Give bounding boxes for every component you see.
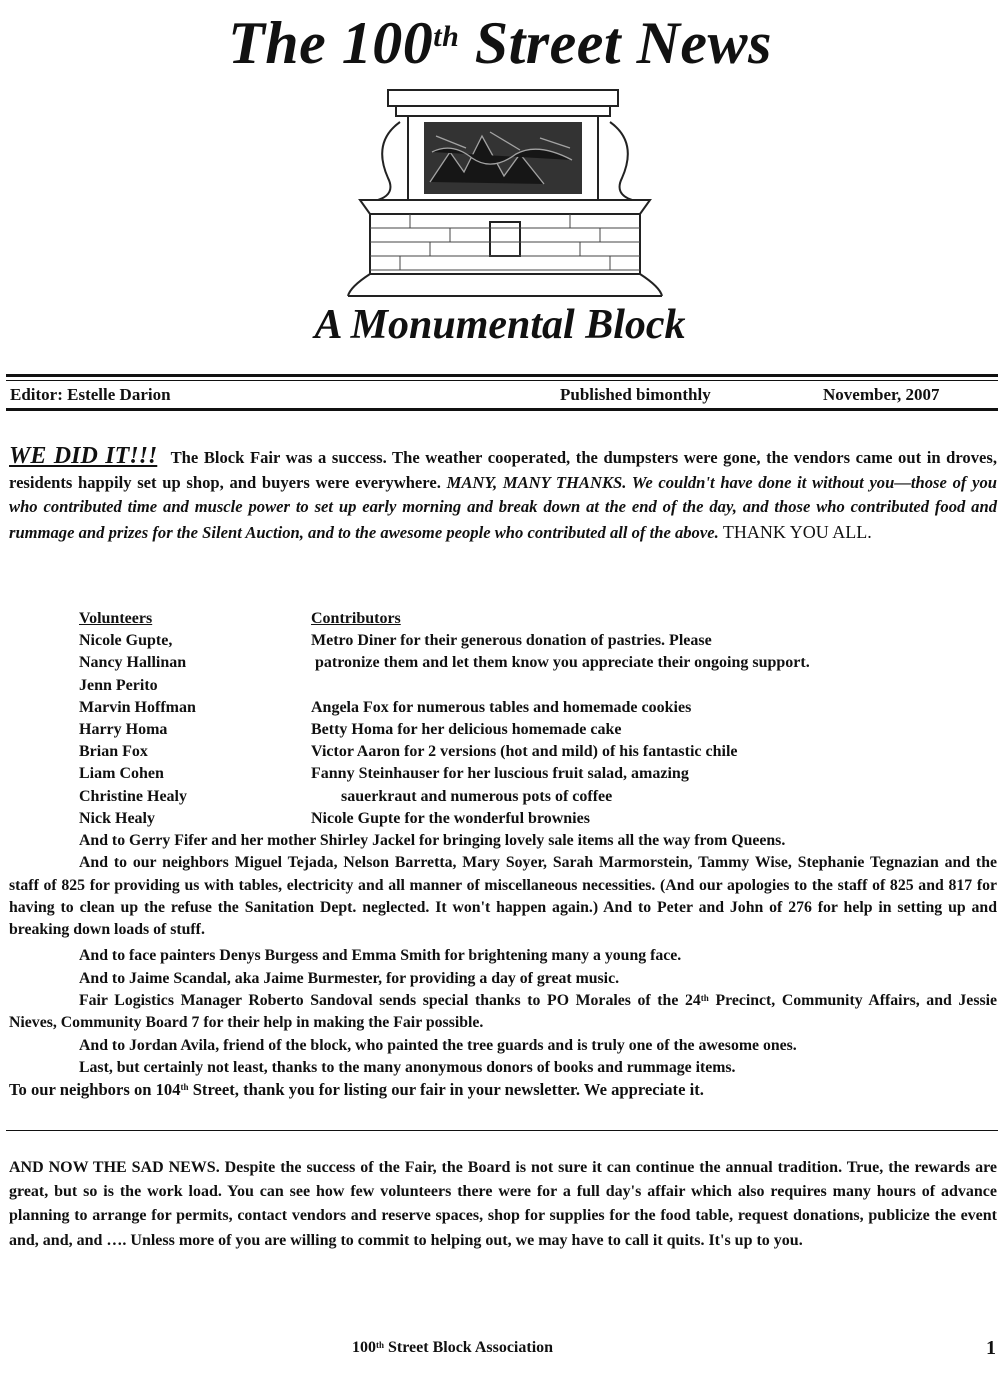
contributor-entry: Betty Homa for her delicious homemade cake: [311, 721, 622, 738]
thanks-paragraph: And to Gerry Fifer and her mother Shirley Jackel for bringing lovely sale items all the way from Queens.: [79, 832, 786, 849]
page-footer: [0, 1336, 1000, 1360]
thanks-paragraph: Last, but certainly not least, thanks to the many anonymous donors of books and rummage items.: [79, 1058, 736, 1076]
page-number: 1: [986, 1337, 996, 1359]
thanks-paragraph: And to Jordan Avila, friend of the block, who painted the tree guards and is truly one of the awesome ones.: [79, 1036, 797, 1054]
rule-info-bottom: [6, 408, 998, 411]
volunteer-name: Jenn Perito: [79, 677, 158, 694]
list-item: [0, 719, 1000, 741]
editor-credit: Editor: Estelle Darion: [10, 385, 171, 404]
thanks-paragraph: Fair Logistics Manager Roberto Sandoval sends special thanks to PO Morales of the 24th Precinct, Community Affairs, and Jessie Nieves, Community Board 7 for their help in making the Fair possible.: [9, 992, 998, 1032]
list-item: [0, 675, 1000, 697]
contributor-entry: Angela Fox for numerous tables and homemade cookies: [311, 699, 692, 716]
contributor-entry: Fanny Steinhauser for her luscious fruit salad, amazing: [311, 765, 689, 782]
list-item: [0, 697, 1000, 719]
volunteer-name: Christine Healy: [79, 788, 187, 805]
volunteer-name: Nicole Gupte,: [79, 632, 173, 649]
thanks-paragraph: To our neighbors on 104th Street, thank you for listing our fair in your newsletter. We appreciate it.: [9, 1080, 704, 1100]
volunteers-header: Volunteers: [79, 610, 153, 627]
list-item: [0, 808, 1000, 830]
title-post: Street News: [459, 10, 772, 76]
info-bar: [10, 384, 990, 406]
thanks-paragraph: And to our neighbors Miguel Tejada, Nelson Barretta, Mary Soyer, Sarah Marmorstein, Tammy Wise, Stephanie Tegnazian and the staff of 825 for providing us with tables, electricity and all manner of miscellaneous necessities. (And our apologies to the staff of 825 and 817 for having to clean up the refuse the Sanitation Dept. neglected. It won't happen again.) And to Peter and John of 276 for help in setting up and breaking down loads of stuff.: [9, 854, 997, 939]
thanks-paragraph: And to face painters Denys Burgess and Emma Smith for brightening many a young face.: [79, 947, 682, 965]
association-name: 100th Street Block Association: [352, 1339, 554, 1356]
contributors-header: Contributors: [311, 610, 401, 627]
sad-news-paragraph: AND NOW THE SAD NEWS. Despite the success of the Fair, the Board is not sure it can continue the annual tradition. True, the rewards are great, but so is the work load. You can see how few volunteers there were for a full day's affair which also requires many hours of advance planning to arrange for permits, contact vendors and reserve spaces, shop for supplies for the food table, request donations, publicize the event and, and, and …. Unless more of you are willing to commit to helping out, we may have to call it quits. It's up to you.: [9, 1159, 997, 1249]
volunteer-name: Harry Homa: [79, 721, 168, 738]
contributor-entry: sauerkraut and numerous pots of coffee: [341, 788, 613, 805]
intro-text: The Block Fair was a success. The weather cooperated, the dumpsters were gone, the vendors came out in droves, residents happily set up shop, and buyers were everywhere.: [9, 448, 997, 492]
contributor-entry: Victor Aaron for 2 versions (hot and mild) of his fantastic chile: [311, 743, 738, 760]
contributor-entry: Nicole Gupte for the wonderful brownies: [311, 810, 590, 827]
intro-paragraph: [9, 444, 997, 545]
list-item: [0, 652, 1000, 674]
volunteer-name: Brian Fox: [79, 743, 148, 760]
contributor-entry: Metro Diner for their generous donation of pastries. Please: [311, 632, 712, 649]
list-item: [0, 741, 1000, 763]
title-pre: The 100: [228, 10, 434, 76]
volunteer-name: Liam Cohen: [79, 765, 164, 782]
volunteer-name: Nancy Hallinan: [79, 654, 187, 671]
issue-date: November, 2007: [823, 385, 940, 404]
intro-lead: WE DID IT!!!: [9, 443, 158, 469]
intro-italic: MANY, MANY THANKS. We couldn't have done it without you—those of you who contributed time and muscle power to set up early morning and break down at the end of the day, and those who contributed food and rummage and prizes for the Silent Auction, and to the awesome people who contributed all of the above.: [9, 472, 997, 542]
newsletter-subtitle: A Monumental Block: [314, 302, 686, 348]
newsletter-title: [0, 8, 1000, 78]
list-item: [0, 786, 1000, 808]
contributor-entry: patronize them and let them know you appreciate their ongoing support.: [315, 654, 810, 671]
intro-closing: THANK YOU ALL.: [722, 521, 872, 542]
publication-frequency: Published bimonthly: [560, 385, 711, 404]
list-item: [0, 763, 1000, 785]
volunteer-name: Nick Healy: [79, 810, 155, 827]
title-sup: th: [433, 20, 460, 53]
rule-top-thin: [6, 380, 998, 381]
rule-section: [6, 1130, 998, 1131]
thanks-paragraph: And to Jaime Scandal, aka Jaime Burmester, for providing a day of great music.: [79, 969, 620, 987]
list-item: [0, 630, 1000, 652]
rule-top: [6, 374, 998, 377]
volunteer-name: Marvin Hoffman: [79, 699, 196, 716]
monument-illustration: [340, 82, 670, 300]
thanks-section: [9, 830, 997, 1102]
